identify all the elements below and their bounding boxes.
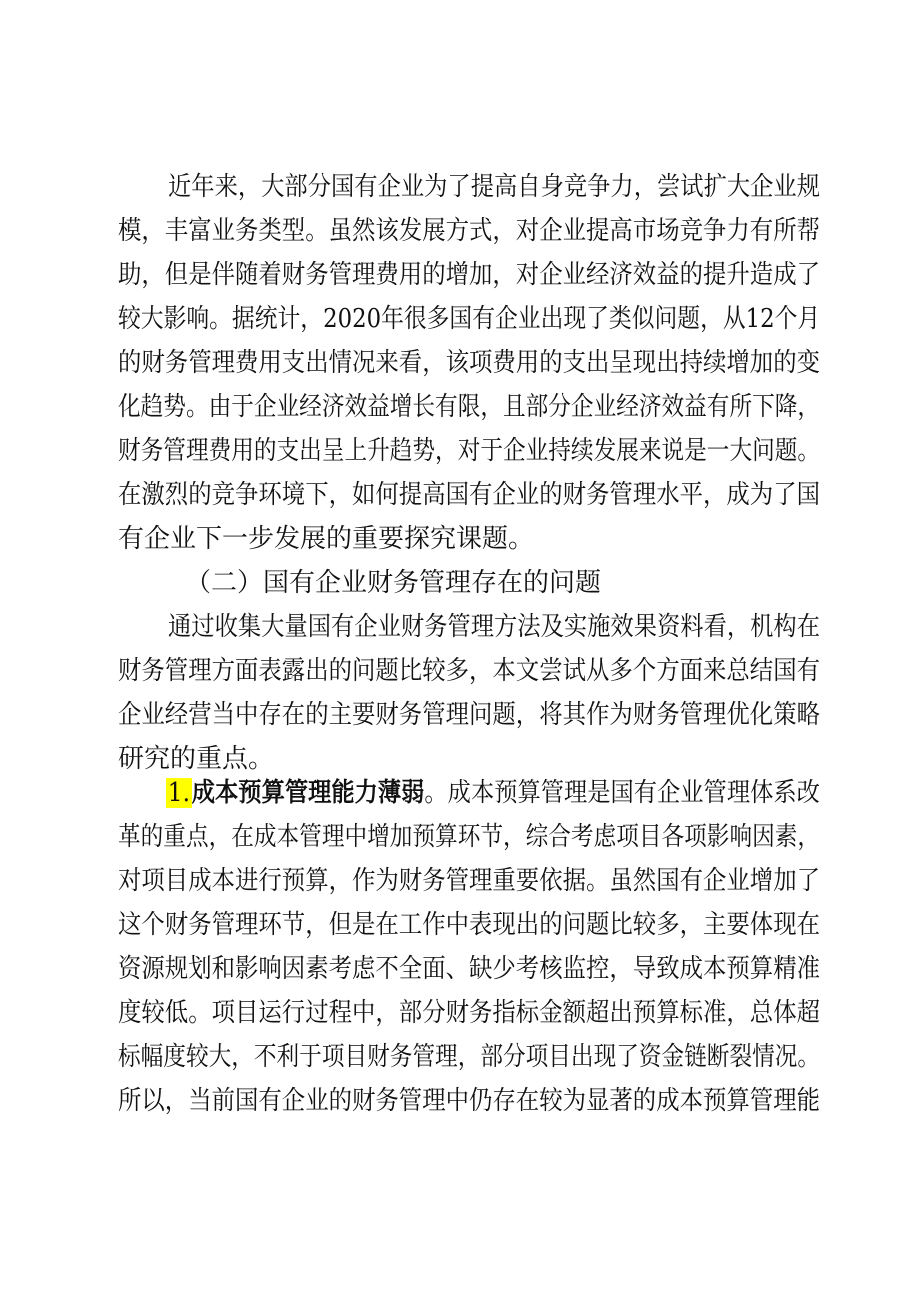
paragraph-2-line-2: 财务管理方面表露出的问题比较多，本文尝试从多个方面来总结国有: [118, 656, 821, 686]
paragraph-1-line-4: 较大影响。据统计，2020年很多国有企业出现了类似问题，从12个月: [118, 304, 821, 334]
paragraph-1-line-2: 模，丰富业务类型。虽然该发展方式，对企业提高市场竞争力有所帮: [118, 216, 821, 246]
paragraph-1-line-8: 在激烈的竞争环境下，如何提高国有企业的财务管理水平，成为了国: [118, 480, 821, 510]
paragraph-2-line-3: 企业经营当中存在的主要财务管理问题，将其作为财务管理优化策略: [118, 700, 821, 730]
item-1-number: 1.: [167, 778, 190, 808]
item-1-first-line-rest: 。成本预算管理是国有企业管理体系改: [424, 778, 820, 808]
item-1-line-6: 度较低。项目运行过程中，部分财务指标金额超出预算标准，总体超: [118, 998, 821, 1028]
paragraph-1-line-1: 近年来，大部分国有企业为了提高自身竞争力，尝试扩大企业规: [168, 172, 821, 202]
section-heading: （二）国有企业财务管理存在的问题: [185, 568, 602, 598]
item-1-line-7: 标幅度较大，不利于项目财务管理，部分项目出现了资金链断裂情况。: [118, 1042, 821, 1072]
paragraph-1-line-9: 有企业下一步发展的重要探究课题。: [118, 524, 535, 554]
item-1-line-5: 资源规划和影响因素考虑不全面、缺少考核监控，导致成本预算精准: [118, 954, 821, 984]
item-1-line-4: 这个财务管理环节，但是在工作中表现出的问题比较多，主要体现在: [118, 910, 821, 940]
paragraph-2-line-1: 通过收集大量国有企业财务管理方法及实施效果资料看，机构在: [168, 612, 821, 642]
paragraph-1-line-5: 的财务管理费用支出情况来看，该项费用的支出呈现出持续增加的变: [118, 348, 821, 378]
item-1-first-line: [166, 776, 820, 810]
item-1-line-8: 所以，当前国有企业的财务管理中仍存在较为显著的成本预算管理能: [118, 1086, 821, 1116]
item-1-line-2: 革的重点，在成本管理中增加预算环节，综合考虑项目各项影响因素，: [118, 822, 821, 852]
paragraph-1-line-7: 财务管理费用的支出呈上升趋势，对于企业持续发展来说是一大问题。: [118, 436, 821, 466]
paragraph-1-line-3: 助，但是伴随着财务管理费用的增加，对企业经济效益的提升造成了: [118, 260, 821, 290]
item-1-line-3: 对项目成本进行预算，作为财务管理重要依据。虽然国有企业增加了: [118, 866, 821, 896]
paragraph-1-line-6: 化趋势。由于企业经济效益增长有限，且部分企业经济效益有所下降，: [118, 392, 821, 422]
paragraph-2-line-4: 研究的重点。: [118, 744, 275, 774]
item-1-title: 成本预算管理能力薄弱: [191, 778, 425, 808]
